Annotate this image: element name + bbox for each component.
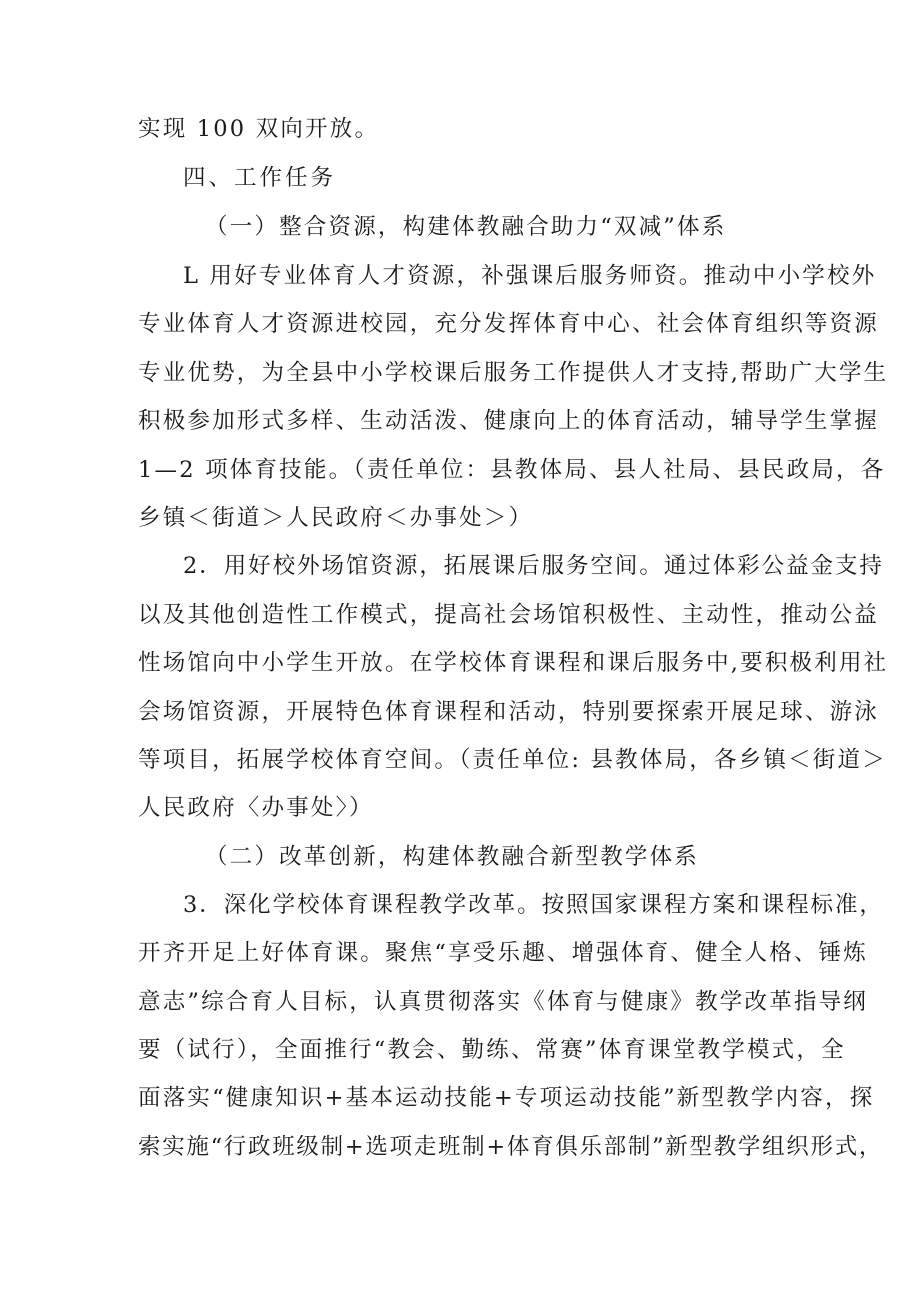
paragraph-line: 2．用好校外场馆资源，拓展课后服务空间。通过体彩公益金支持	[183, 553, 884, 579]
paragraph-line: 面落实“健康知识+基本运动技能+专项运动技能”新型教学内容，探	[138, 1085, 875, 1111]
paragraph-line: 等项目，拓展学校体育空间。（责任单位: 县教体局，各乡镇＜街道＞	[138, 747, 887, 773]
paragraph-line: 性场馆向中小学生开放。在学校体育课程和课后服务中,要积极利用社	[138, 650, 889, 676]
paragraph-line: 索实施“行政班级制+选项走班制+体育俱乐部制”新型教学组织形式，	[138, 1134, 884, 1160]
paragraph-line: 要（试行），全面推行“教会、勤练、常赛”体育课堂教学模式，全	[138, 1037, 846, 1063]
paragraph-line: 意志”综合育人目标，认真贯彻落实《体育与健康》教学改革指导纲	[138, 989, 869, 1015]
subsection-heading: （一）整合资源，构建体教融合助力“双减”体系	[205, 214, 727, 240]
section-heading: 四、工作任务	[183, 165, 337, 191]
paragraph-line: 积极参加形式多样、生动活泼、健康向上的体育活动，辅导学生掌握	[138, 408, 880, 434]
paragraph-line: 专业体育人才资源进校园，充分发挥体育中心、社会体育组织等资源	[138, 311, 880, 337]
paragraph-continuation-line: 实现 100 双向开放。	[138, 116, 380, 142]
paragraph-line: 人民政府〈办事处〉）	[138, 795, 374, 821]
paragraph-line: 1—2 项体育技能。（责任单位：县教体局、县人社局、县民政局，各	[138, 457, 886, 483]
paragraph-line: L 用好专业体育人才资源，补强课后服务师资。推动中小学校外	[183, 263, 877, 289]
paragraph-line: 以及其他创造性工作模式，提高社会场馆积极性、主动性，推动公益	[138, 602, 880, 628]
subsection-heading: （二）改革创新，构建体教融合新型教学体系	[205, 844, 700, 870]
paragraph-line: 专业优势，为全县中小学校课后服务工作提供人才支持,帮助广大学生	[138, 360, 889, 386]
paragraph-line: 3．深化学校体育课程教学改革。按照国家课程方案和课程标准，	[183, 892, 884, 918]
paragraph-line: 会场馆资源，开展特色体育课程和活动，特别要探索开展足球、游泳	[138, 699, 880, 725]
paragraph-line: 乡镇＜街道＞人民政府＜办事处＞）	[138, 505, 534, 531]
paragraph-line: 开齐开足上好体育课。聚焦“享受乐趣、增强体育、健全人格、锤炼	[138, 940, 869, 966]
